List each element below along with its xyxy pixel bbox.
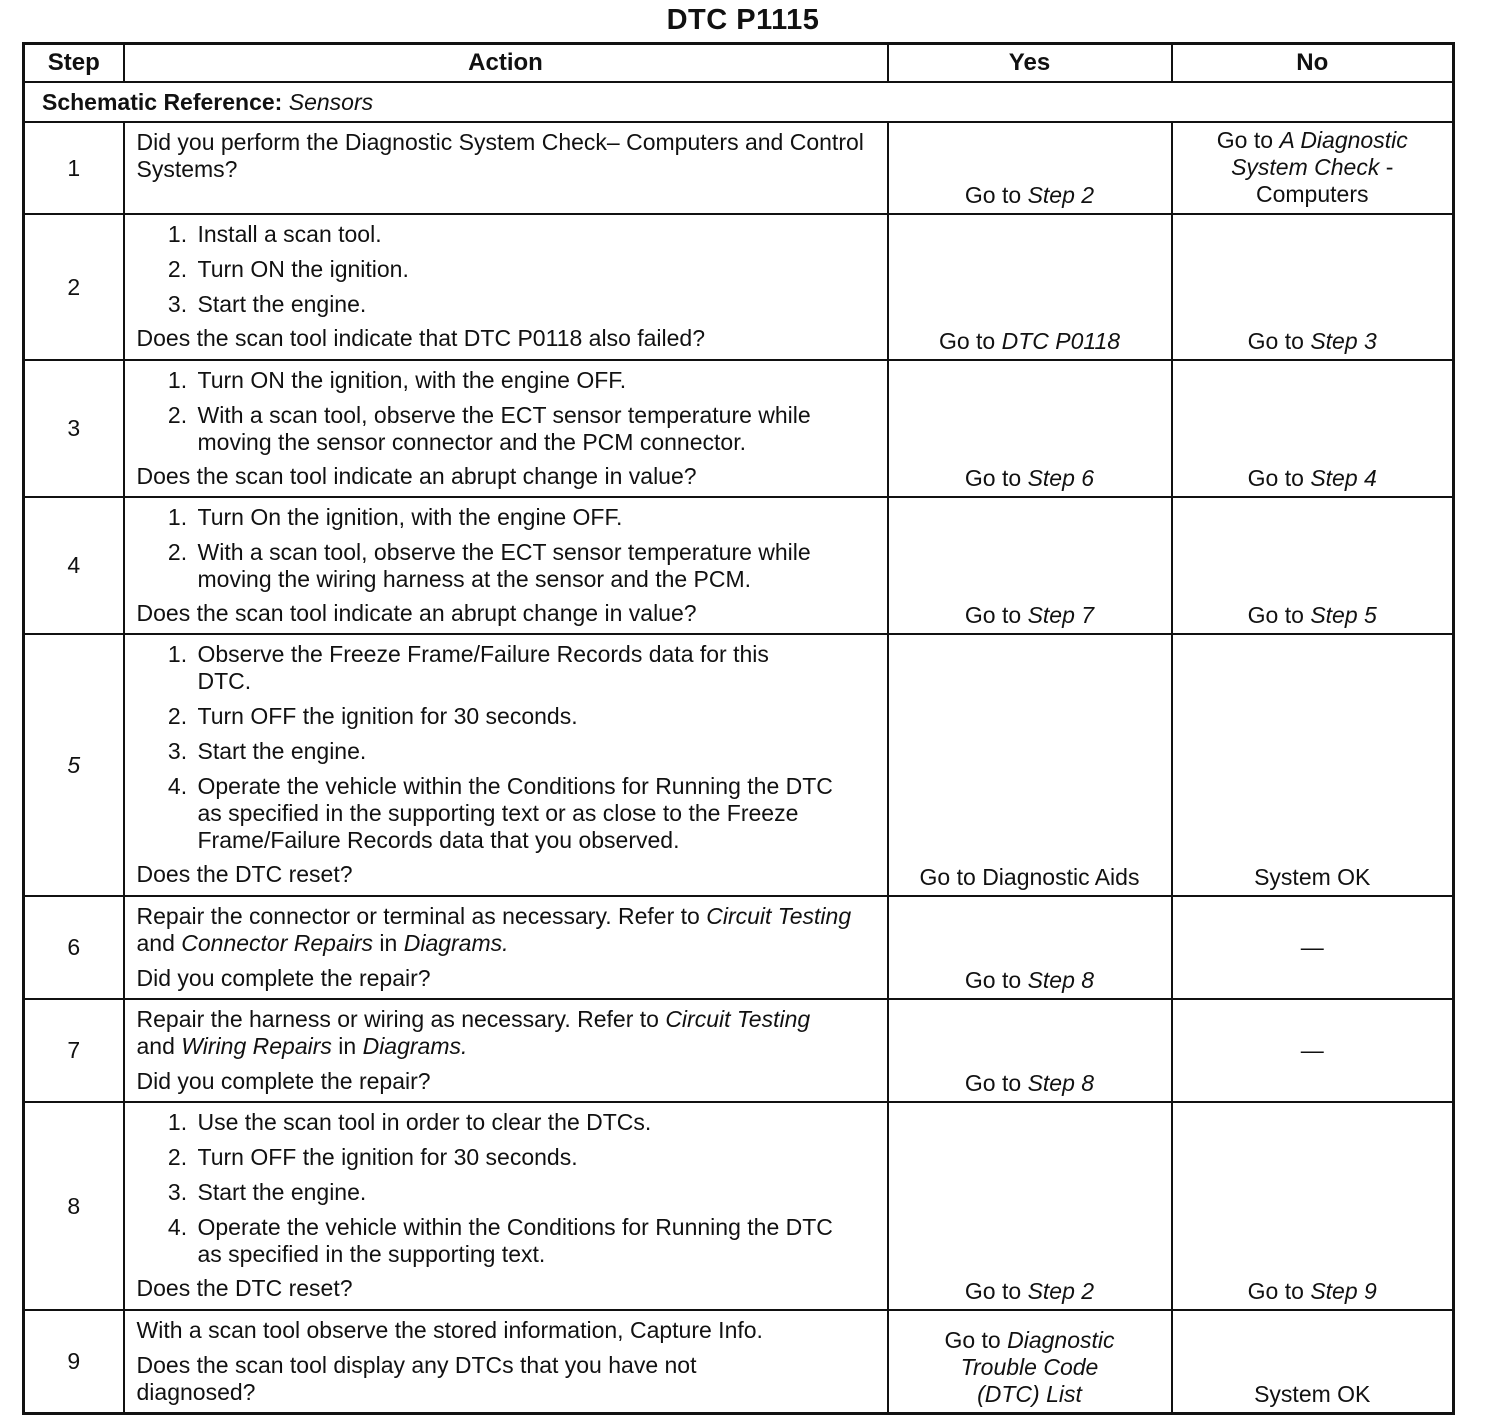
instruction-item: 1. Turn On the ignition, with the engine OFF. (194, 504, 873, 531)
no-answer: — (1172, 999, 1454, 1102)
step-row-4 (24, 497, 1454, 634)
yes-link: Step 7 (1027, 602, 1095, 628)
step-row-6 (24, 896, 1454, 999)
step-instruction (137, 1006, 873, 1060)
no-link: Step 5 (1310, 602, 1377, 628)
step-number: 8 (24, 1102, 124, 1310)
no-link: Step 3 (1310, 328, 1377, 354)
no-answer (1172, 1102, 1454, 1310)
no-answer (1172, 214, 1454, 360)
reference-wiring-repairs: Wiring Repairs (181, 1033, 332, 1059)
step-number: 9 (24, 1310, 124, 1414)
yes-link: Diagnostic Trouble Code (DTC) List (960, 1327, 1115, 1407)
instruction-item: 2. Turn OFF the ignition for 30 seconds. (194, 1144, 873, 1171)
step-action (124, 1102, 888, 1310)
header-row (24, 44, 1454, 83)
step-action (124, 1310, 888, 1414)
step-instruction: With a scan tool observe the stored information, Capture Info. (136, 1317, 763, 1343)
step-action (124, 122, 888, 214)
instruction-item: 1. Install a scan tool. (194, 221, 873, 248)
instruction-text: and (136, 930, 182, 956)
yes-answer: Go to Diagnostic Aids (888, 634, 1172, 896)
yes-answer (888, 1102, 1172, 1310)
header-action: Action (124, 44, 888, 83)
step-action (124, 999, 888, 1102)
yes-answer (888, 214, 1172, 360)
yes-text: Go to (944, 1327, 1008, 1353)
step-instructions (137, 367, 873, 456)
no-answer: — (1172, 896, 1454, 999)
instruction-item: 4. Operate the vehicle within the Conditions for Running the DTC as specified in the supporting text or as close to the Freeze Frame/Failure Records data that you observed. (194, 773, 873, 854)
yes-answer (888, 999, 1172, 1102)
yes-answer (888, 896, 1172, 999)
step-number: 4 (24, 497, 124, 634)
schematic-value: Sensors (288, 88, 374, 115)
header-no: No (1172, 44, 1454, 83)
step-row-8 (24, 1102, 1454, 1310)
reference-diagrams: Diagrams. (362, 1033, 468, 1059)
instruction-text: and (136, 1033, 182, 1059)
step-number: 6 (24, 896, 124, 999)
step-question: Does the DTC reset? (136, 861, 353, 887)
instruction-text: in (331, 1033, 363, 1059)
step-row-5 (24, 634, 1454, 896)
yes-link: Step 6 (1027, 465, 1095, 491)
yes-answer (888, 497, 1172, 634)
step-question: Does the scan tool indicate that DTC P0118 also failed? (136, 325, 706, 351)
step-row-2 (24, 214, 1454, 360)
schematic-reference (24, 82, 1454, 122)
reference-circuit-testing: Circuit Testing (706, 903, 852, 929)
reference-circuit-testing: Circuit Testing (665, 1006, 811, 1032)
instruction-item: 3. Start the engine. (194, 291, 873, 318)
step-action (124, 214, 888, 360)
instruction-text: Repair the connector or terminal as necessary. Refer to (136, 903, 707, 929)
yes-text: Go to (938, 328, 1002, 354)
instruction-text: Repair the harness or wiring as necessary. Refer to (136, 1006, 666, 1032)
yes-answer (888, 360, 1172, 497)
step-question: Did you perform the Diagnostic System Check– Computers and Control Systems? (136, 129, 864, 182)
step-action (124, 360, 888, 497)
instruction-item: 2. Turn ON the ignition. (194, 256, 873, 283)
step-number: 7 (24, 999, 124, 1102)
step-row-1 (24, 122, 1454, 214)
instruction-item: 3. Start the engine. (194, 1179, 873, 1206)
step-number: 5 (24, 634, 124, 896)
no-text: Go to (1247, 1278, 1311, 1304)
step-number: 2 (24, 214, 124, 360)
no-answer: System OK (1172, 634, 1454, 896)
step-action (124, 896, 888, 999)
no-answer (1172, 122, 1454, 214)
no-text: Go to (1247, 465, 1311, 491)
yes-text: Go to (964, 1278, 1028, 1304)
yes-answer (888, 122, 1172, 214)
dtc-diagnostic-table (22, 42, 1455, 1415)
step-question: Does the scan tool display any DTCs that you have not diagnosed? (136, 1352, 697, 1405)
step-instruction (137, 903, 873, 957)
yes-answer (888, 1310, 1172, 1414)
instruction-item: 3. Start the engine. (194, 738, 873, 765)
yes-link: Step 8 (1027, 1070, 1095, 1096)
yes-link: Step 8 (1027, 967, 1095, 993)
yes-text: Go to (964, 1070, 1028, 1096)
yes-text: Go to (964, 182, 1028, 208)
step-number: 1 (24, 122, 124, 214)
no-text: Go to (1216, 127, 1280, 153)
instruction-text: in (373, 930, 404, 956)
step-question: Did you complete the repair? (136, 1068, 431, 1094)
reference-diagrams: Diagrams. (403, 930, 509, 956)
schematic-reference-row (24, 82, 1454, 122)
yes-link: Step 2 (1027, 182, 1095, 208)
schematic-label: Schematic Reference: (42, 88, 283, 115)
step-question: Did you complete the repair? (136, 965, 431, 991)
step-instructions (137, 504, 873, 593)
no-answer (1172, 360, 1454, 497)
instruction-item: 2. With a scan tool, observe the ECT sensor temperature while moving the wiring harness at the sensor and the PCM. (194, 539, 873, 593)
instruction-item: 2. With a scan tool, observe the ECT sensor temperature while moving the sensor connector and the PCM connector. (194, 402, 873, 456)
no-link: Step 9 (1310, 1278, 1377, 1304)
step-row-9 (24, 1310, 1454, 1414)
instruction-item: 2. Turn OFF the ignition for 30 seconds. (194, 703, 873, 730)
no-text-suffix: - Computers (1256, 154, 1394, 207)
instruction-item: 1. Observe the Freeze Frame/Failure Records data for this DTC. (194, 641, 873, 695)
step-question: Does the scan tool indicate an abrupt change in value? (136, 600, 697, 626)
step-action (124, 634, 888, 896)
step-row-3 (24, 360, 1454, 497)
step-question: Does the DTC reset? (136, 1275, 353, 1301)
yes-link: Step 2 (1027, 1278, 1095, 1304)
instruction-item: 1. Use the scan tool in order to clear the DTCs. (194, 1109, 873, 1136)
step-instructions (137, 1109, 873, 1268)
yes-text: Go to (964, 465, 1028, 491)
no-text: Go to (1247, 602, 1311, 628)
no-answer (1172, 497, 1454, 634)
no-link: A Diagnostic System Check (1231, 127, 1408, 180)
step-instructions (137, 221, 873, 318)
header-step: Step (24, 44, 124, 83)
no-answer: System OK (1172, 1310, 1454, 1414)
step-number: 3 (24, 360, 124, 497)
instruction-item: 4. Operate the vehicle within the Conditions for Running the DTC as specified in the supporting text. (194, 1214, 873, 1268)
no-text: Go to (1247, 328, 1311, 354)
step-action (124, 497, 888, 634)
page-title: DTC P1115 (666, 4, 820, 36)
instruction-item: 1. Turn ON the ignition, with the engine OFF. (194, 367, 873, 394)
step-instructions (137, 641, 873, 854)
no-link: Step 4 (1310, 465, 1377, 491)
yes-text: Go to (964, 602, 1028, 628)
step-row-7 (24, 999, 1454, 1102)
header-yes: Yes (888, 44, 1172, 83)
reference-connector-repairs: Connector Repairs (181, 930, 374, 956)
step-question: Does the scan tool indicate an abrupt change in value? (136, 463, 697, 489)
yes-text: Go to (964, 967, 1028, 993)
yes-link: DTC P0118 (1001, 328, 1121, 354)
